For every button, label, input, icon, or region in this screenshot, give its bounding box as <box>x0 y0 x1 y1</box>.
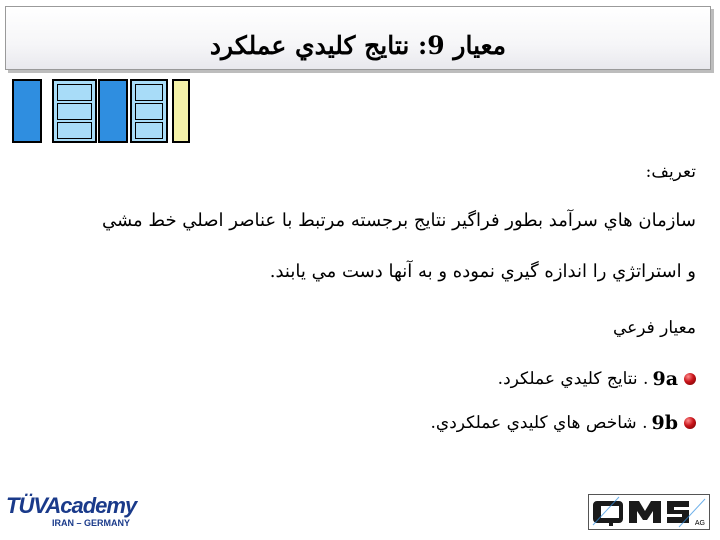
model-cell <box>57 103 92 120</box>
model-cell <box>135 103 163 120</box>
sub-criterion-number: 9a <box>652 368 678 390</box>
sub-criterion-9a <box>396 366 696 392</box>
tuv-logo-subtext: IRAN – GERMANY <box>52 518 131 528</box>
qms-logo-graphic <box>589 495 709 529</box>
model-enablers-boxes <box>52 79 97 143</box>
qms-ag-text: AG <box>694 520 705 527</box>
efqm-model-diagram <box>12 79 190 143</box>
sub-criterion-text: . نتايج كليدي عملكرد. <box>497 369 649 389</box>
model-cell <box>57 122 92 139</box>
tuv-logo-text: TÜVAcademy <box>6 493 137 518</box>
sub-criterion-9b <box>396 410 696 436</box>
title-box <box>5 6 711 70</box>
model-cell <box>135 84 163 101</box>
definition-line-1: سازمان هاي سرآمد بطور فراگير نتايج برجسته مرتبط با عناصر اصلي خط مشي <box>101 210 696 231</box>
bullet-dot-icon <box>684 417 696 429</box>
model-cell <box>135 122 163 139</box>
model-processes-column <box>98 79 128 143</box>
model-enablers-column <box>12 79 42 143</box>
sub-criterion-number: 9b <box>651 412 678 434</box>
model-results-boxes <box>130 79 168 143</box>
sub-criteria-heading: معيار فرعي <box>612 318 696 338</box>
model-cell <box>57 84 92 101</box>
definition-heading: تعريف: <box>645 162 696 182</box>
slide-title: معيار 9: نتايج كليدي عملكرد <box>209 31 507 60</box>
tuv-academy-logo <box>6 493 144 531</box>
definition-line-2: و استراتژي را اندازه گيري نموده و به آنها دست مي يابند. <box>269 261 696 282</box>
qms-logo <box>588 494 710 530</box>
bullet-dot-icon <box>684 373 696 385</box>
model-key-results-column <box>172 79 190 143</box>
sub-criterion-text: . شاخص هاي كليدي عملكردي. <box>430 413 648 433</box>
